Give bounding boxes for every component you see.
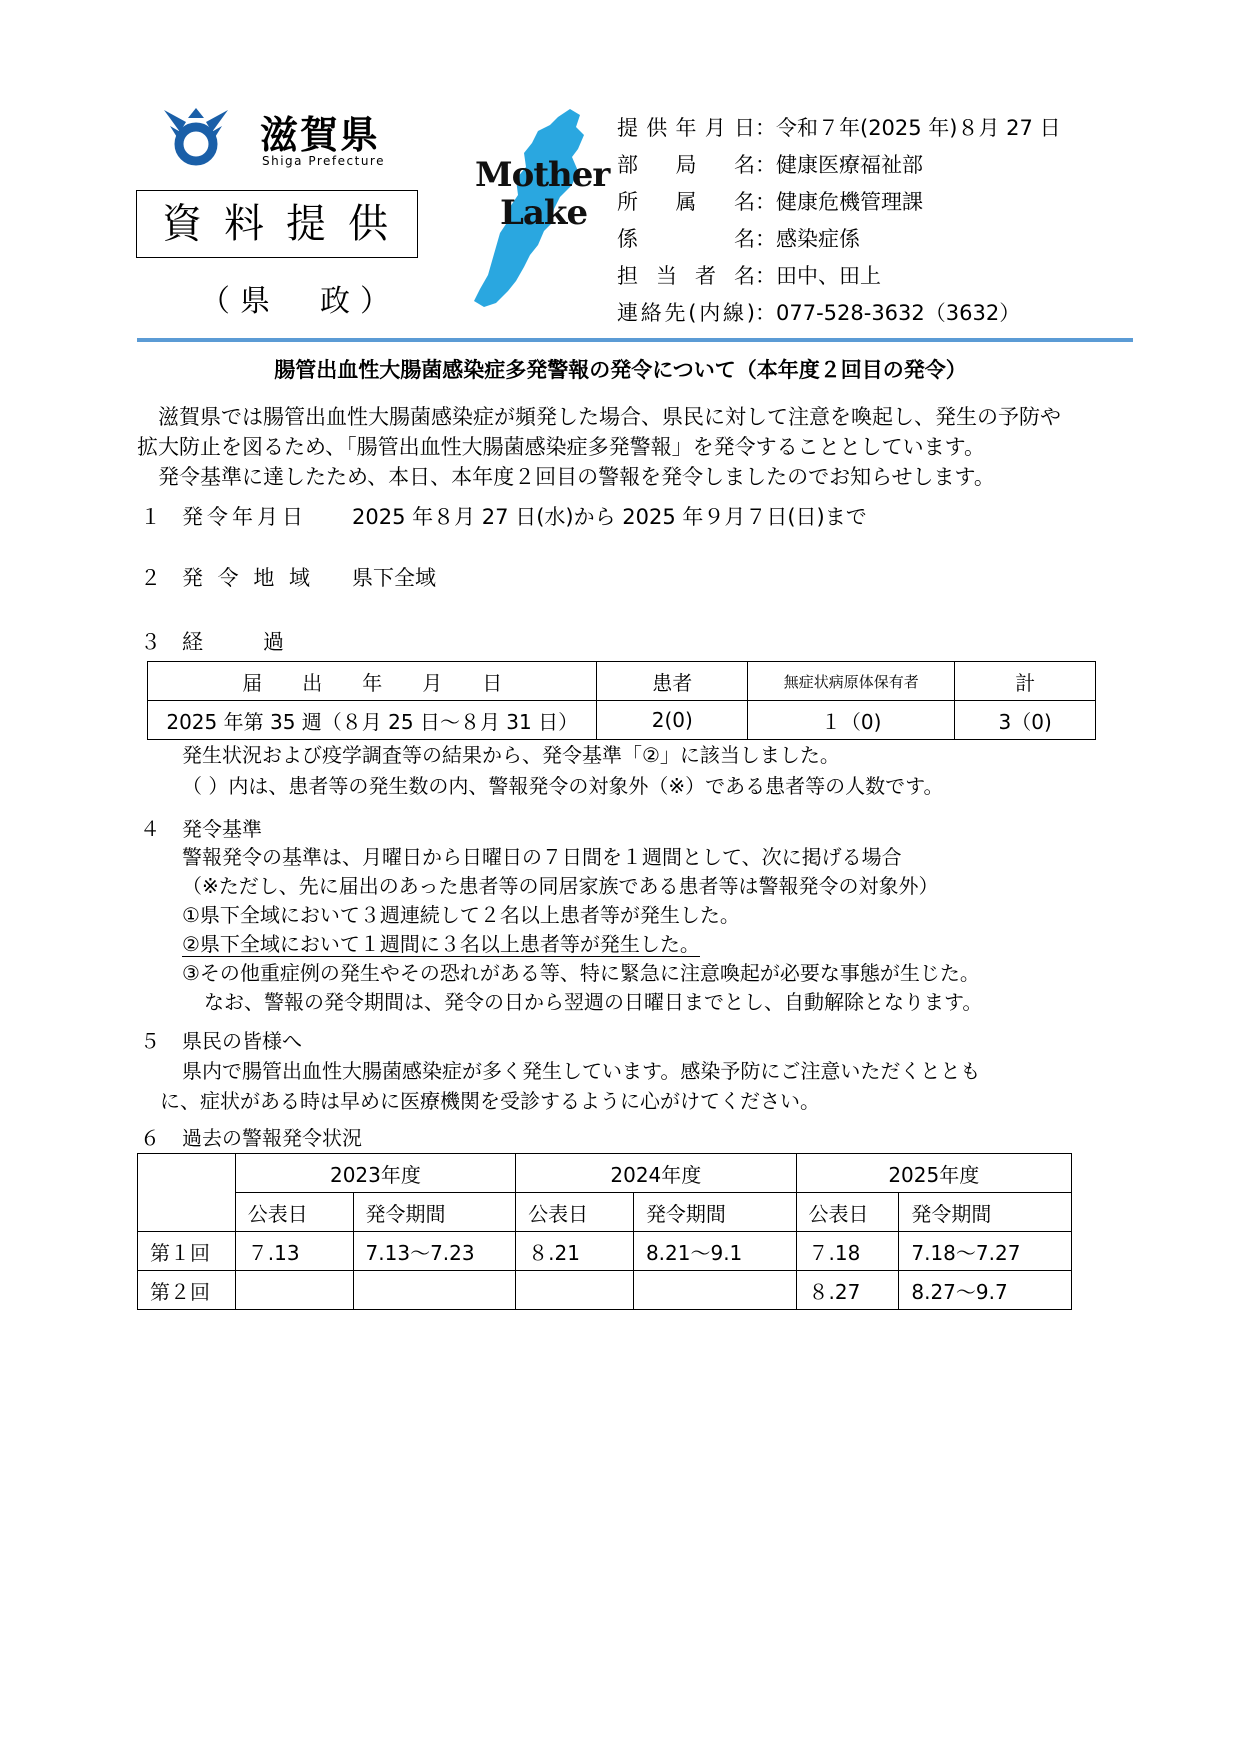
table-header: 計 <box>955 662 1096 701</box>
table-header: 2023年度 <box>235 1154 515 1193</box>
info-value: 令和７年(2025 年)８月 27 日 <box>776 116 1061 140</box>
table-corner-cell <box>138 1154 236 1232</box>
info-label: 係名 <box>617 227 755 251</box>
section-label: 経 過 <box>182 630 290 654</box>
info-value: 田中、田上 <box>776 264 881 288</box>
info-value: 感染症係 <box>776 227 860 251</box>
table-header: 無症状病原体保有者 <box>748 662 955 701</box>
note-line: 発生状況および疫学調査等の結果から、発令基準「②」に該当しました。 <box>182 743 840 767</box>
section-label: 発令年月日 <box>182 505 307 529</box>
table-header-row <box>148 662 1096 701</box>
category-label: （県 政） <box>200 284 400 319</box>
table-cell: 7.18～7.27 <box>899 1232 1072 1271</box>
table-cell: ８.21 <box>516 1232 634 1271</box>
mother-lake-word-1: Mother <box>475 155 610 195</box>
criteria-line: ①県下全域において３週連続して２名以上患者等が発生した。 <box>182 903 740 927</box>
section-number: ４ <box>140 817 160 841</box>
info-colon: ： <box>755 227 776 251</box>
section-5-heading <box>140 1027 302 1055</box>
criteria-line: なお、警報の発令期間は、発令の日から翌週の日曜日までとし、自動解除となります。 <box>204 990 983 1014</box>
table-header: 2025年度 <box>796 1154 1071 1193</box>
criteria-line-applicable: ②県下全域において１週間に３名以上患者等が発生した。 <box>182 932 700 956</box>
info-row-date <box>617 110 1061 147</box>
criteria-line: ③その他重症例の発生やその恐れがある等、特に緊急に注意喚起が必要な事態が生じた。 <box>182 961 980 985</box>
info-colon: ： <box>755 153 776 177</box>
table-cell: 8.21～9.1 <box>633 1232 796 1271</box>
table-subheader-row <box>138 1193 1072 1232</box>
table-header: 2024年度 <box>516 1154 796 1193</box>
info-colon: ： <box>755 301 776 325</box>
notice-line: 県内で腸管出血性大腸菌感染症が多く発生しています。感染予防にご注意いただくととも <box>182 1059 981 1083</box>
info-value: 健康医療福祉部 <box>776 153 923 177</box>
info-value: 健康危機管理課 <box>776 190 923 214</box>
section-value: 県下全域 <box>352 566 436 590</box>
table-cell: 2(0) <box>597 701 748 740</box>
info-colon: ： <box>755 264 776 288</box>
criteria-line: （※ただし、先に届出のあった患者等の同居家族である患者等は警報発令の対象外） <box>182 874 939 898</box>
table-cell: 7.13～7.23 <box>353 1232 516 1271</box>
table-header: 公表日 <box>516 1193 634 1232</box>
section-2 <box>140 563 436 593</box>
mother-lake-word-2: Lake <box>500 193 588 233</box>
prefecture-name: 滋賀県 <box>260 113 381 157</box>
section-number: ３ <box>140 630 161 654</box>
progress-table <box>147 661 1096 740</box>
section-3-notes <box>182 740 944 802</box>
press-release-label: 資料提供 <box>136 190 418 258</box>
section-3-heading <box>140 627 290 657</box>
table-header: 公表日 <box>235 1193 353 1232</box>
table-header-row <box>138 1154 1072 1193</box>
info-row-section <box>617 221 1061 258</box>
table-header: 患者 <box>597 662 748 701</box>
info-label: 連絡先(内線) <box>617 301 755 325</box>
table-header: 発令期間 <box>899 1193 1072 1232</box>
table-row <box>138 1271 1072 1310</box>
prefecture-romaji: Shiga Prefecture <box>262 154 385 168</box>
mother-lake-logo <box>460 105 610 310</box>
row-label: 第１回 <box>138 1232 236 1271</box>
table-header: 発令期間 <box>633 1193 796 1232</box>
section-4-body <box>182 843 982 1017</box>
note-line: （ ）内は、患者等の発生数の内、警報発令の対象外（※）である患者等の人数です。 <box>182 774 944 798</box>
section-6-heading <box>140 1124 362 1152</box>
table-cell: 8.27～9.7 <box>899 1271 1072 1310</box>
table-cell: 3（0) <box>955 701 1096 740</box>
info-colon: ： <box>755 190 776 214</box>
info-label: 提供年月日 <box>617 116 755 140</box>
section-label: 過去の警報発令状況 <box>182 1126 362 1150</box>
section-number: １ <box>140 505 161 529</box>
table-cell: ７.13 <box>235 1232 353 1271</box>
table-cell <box>633 1271 796 1310</box>
table-cell: １（0) <box>748 701 955 740</box>
table-cell: ７.18 <box>796 1232 899 1271</box>
section-number: ５ <box>140 1029 160 1053</box>
row-label: 第２回 <box>138 1271 236 1310</box>
section-value: 2025 年８月 27 日(水)から 2025 年９月７日(日)まで <box>352 505 867 529</box>
table-header: 届 出 年 月 日 <box>148 662 597 701</box>
section-4-heading <box>140 815 262 843</box>
history-table <box>137 1153 1072 1310</box>
table-cell: 2025 年第 35 週（８月 25 日～８月 31 日） <box>148 701 597 740</box>
shiga-emblem-icon <box>160 104 232 170</box>
intro-paragraph <box>137 402 1061 492</box>
section-1 <box>140 502 867 532</box>
document-title: 腸管出血性大腸菌感染症多発警報の発令について（本年度２回目の発令） <box>274 358 967 382</box>
notice-line: に、症状がある時は早めに医療機関を受診するように心がけてください。 <box>160 1089 820 1113</box>
section-5-body <box>160 1056 980 1116</box>
table-cell: ８.27 <box>796 1271 899 1310</box>
intro-line: 滋賀県では腸管出血性大腸菌感染症が頻発した場合、県民に対して注意を喚起し、発生の予防や <box>158 405 1061 429</box>
section-label: 発令基準 <box>182 817 262 841</box>
contact-info <box>617 110 1061 332</box>
table-cell <box>516 1271 634 1310</box>
prefecture-logo <box>160 104 400 174</box>
section-label: 発 令 地 域 <box>182 566 315 590</box>
info-value: 077-528-3632（3632） <box>776 301 1021 325</box>
section-label: 県民の皆様へ <box>182 1029 302 1053</box>
info-label: 所属名 <box>617 190 755 214</box>
table-cell <box>235 1271 353 1310</box>
table-cell <box>353 1271 516 1310</box>
section-number: ２ <box>140 566 161 590</box>
intro-line: 拡大防止を図るため、「腸管出血性大腸菌感染症多発警報」を発令することとしています。 <box>137 435 985 459</box>
info-label: 部局名 <box>617 153 755 177</box>
table-header: 公表日 <box>796 1193 899 1232</box>
table-header: 発令期間 <box>353 1193 516 1232</box>
criteria-line: 警報発令の基準は、月曜日から日曜日の７日間を１週間として、次に掲げる場合 <box>182 845 902 869</box>
header-divider <box>137 338 1133 342</box>
info-row-contact <box>617 295 1061 332</box>
section-number: ６ <box>140 1126 160 1150</box>
info-row-division <box>617 184 1061 221</box>
info-row-staff <box>617 258 1061 295</box>
info-label: 担当者名 <box>617 264 755 288</box>
info-colon: ： <box>755 116 776 140</box>
intro-line: 発令基準に達したため、本日、本年度２回目の警報を発令しましたのでお知らせします。 <box>158 465 995 489</box>
info-row-department <box>617 147 1061 184</box>
table-row <box>138 1232 1072 1271</box>
table-row <box>148 701 1096 740</box>
